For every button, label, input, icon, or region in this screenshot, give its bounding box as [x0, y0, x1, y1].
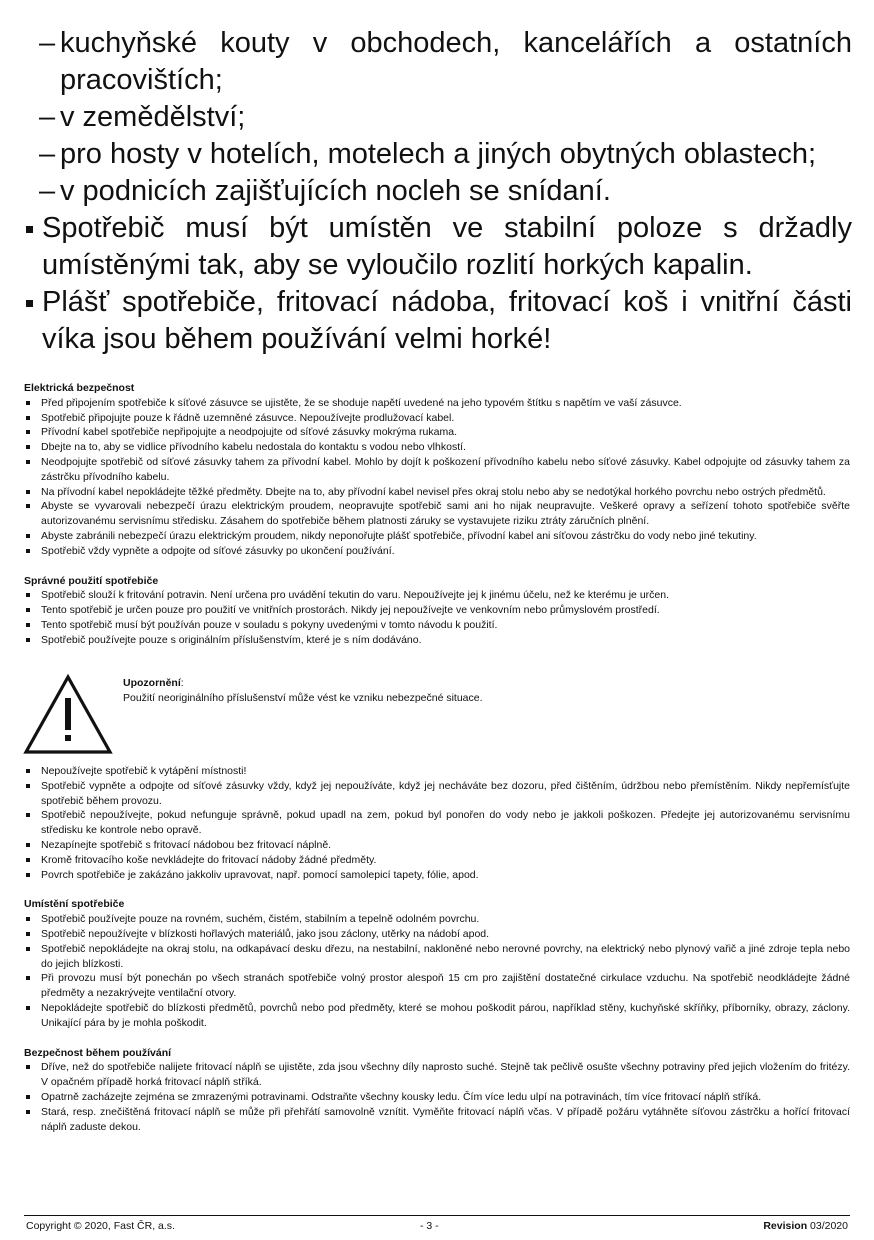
- copyright: Copyright © 2020, Fast ČR, a.s.: [26, 1220, 175, 1232]
- list-item: Spotřebič používejte pouze s originálním příslušenstvím, které je s ním dodáváno.: [24, 633, 850, 648]
- intro-dash-item: – kuchyňské kouty v obchodech, kancelářích a ostatních pracovištích;: [39, 27, 852, 96]
- bullet-icon: [26, 638, 30, 642]
- sections-upper: [24, 381, 850, 663]
- list-item: Abyste se vyvarovali nebezpečí úrazu elektrickým proudem, neopravujte spotřebič sami ani ho nijak neupravujte. Veškeré opravy a seřízení tohoto spotřebiče svěřte autorizovanému servisnímu středisku. Zásahem do spotřebiče během platnosti záruky se vystavujete riziku ztráty záručních plnění.: [24, 499, 850, 529]
- list-item: Spotřebič nepoužívejte, pokud nefunguje správně, pokud upadl na zem, pokud byl ponořen do vody nebo je jakkoli poškozen. Předejte jej autorizovanému servisnímu středisku ke kontrole nebo opravě.: [24, 808, 850, 838]
- bullet-icon: [26, 608, 30, 612]
- list-item: Spotřebič vypněte a odpojte od síťové zásuvky vždy, když jej nepoužíváte, když jej necháváte bez dozoru, před čištěním, údržbou nebo přemístěním. Nikdy nepřemísťujte spotřebič během provozu.: [24, 779, 850, 809]
- list-item: Neodpojujte spotřebič od síťové zásuvky tahem za přívodní kabel. Mohlo by dojít k poškození přívodního kabelu nebo síťové zásuvky. Kabel odpojujte od zásuvky tahem za zástrčku přívodního kabelu.: [24, 455, 850, 485]
- list-item: Před připojením spotřebiče k síťové zásuvce se ujistěte, že se shoduje napětí uvedené na jeho typovém štítku s napětím ve vaší zásuvce.: [24, 396, 850, 411]
- list-item: Spotřebič vždy vypněte a odpojte od síťové zásuvky po ukončení používání.: [24, 544, 850, 559]
- footer-divider: [24, 1215, 850, 1216]
- list-item: Nepokládejte spotřebič do blízkosti předmětů, povrchů nebo pod předměty, které se mohou poškodit párou, například stěny, kuchyňské skříňky, příborníky, obrazy, záclony. Unikající pára by je mohla poškodit.: [24, 1001, 850, 1031]
- warning-title: Upozornění: [123, 677, 181, 689]
- warning-block: [22, 672, 852, 760]
- section-proper-use: [24, 574, 850, 648]
- bullet-icon: [26, 1110, 30, 1114]
- bullet-icon: [26, 843, 30, 847]
- bullet-icon: [26, 917, 30, 921]
- list-item: Spotřebič slouží k fritování potravin. Není určena pro uvádění tekutin do varu. Nepoužívejte jej k jinému účelu, než ke kterému je určen.: [24, 588, 850, 603]
- footer: [24, 1219, 850, 1235]
- bullet-icon: [26, 504, 30, 508]
- list-item: Spotřebič nepokládejte na okraj stolu, na odkapávací desku dřezu, na nestabilní, nakloněné nebo nerovné povrchy, na elektrický nebo plynový vařič a jiné zdroje tepla nebo do jejich blízkosti.: [24, 942, 850, 972]
- bullet-icon: [26, 416, 30, 420]
- list-item: Povrch spotřebiče je zakázáno jakkoliv upravovat, např. pomocí samolepicí tapety, fólie, apod.: [24, 868, 850, 883]
- list-item: Spotřebič nepoužívejte v blízkosti hořlavých materiálů, jako jsou záclony, utěrky na nádobí apod.: [24, 927, 850, 942]
- bullet-icon: [26, 490, 30, 494]
- bullet-icon: [26, 932, 30, 936]
- warning-text-block: Upozornění: Použití neoriginálního příslušenství může vést ke vzniku nebezpečné situace.: [123, 677, 483, 704]
- bullet-icon: [26, 873, 30, 877]
- intro-block: [22, 25, 852, 358]
- list-item: Stará, resp. znečištěná fritovací náplň se může při přehřátí samovolně vznítit. Vyměňte fritovací náplň včas. V případě požáru vytáhněte síťovou zástrčku a hořící fritovací náplň zaduste dekou.: [24, 1105, 850, 1135]
- page-number: - 3 -: [420, 1220, 439, 1232]
- bullet-icon: [26, 769, 30, 773]
- list-item: Dříve, než do spotřebiče nalijete fritovací náplň se ujistěte, zda jsou všechny díly naprosto suché. Stejně tak pečlivě osušte všechny potraviny před jejich vložením do fritézy. V opačném případě horká fritovací náplň stříká.: [24, 1060, 850, 1090]
- bullet-icon: [26, 549, 30, 553]
- bullet-icon: [26, 813, 30, 817]
- bullet-icon: [26, 430, 30, 434]
- bullet-icon: [26, 1065, 30, 1069]
- list-item: Kromě fritovacího koše nevkládejte do fritovací nádoby žádné předměty.: [24, 853, 850, 868]
- section-electrical: [24, 381, 850, 559]
- list-item: Abyste zabránili nebezpečí úrazu elektrickým proudem, nikdy neponořujte plášť spotřebiče, přívodní kabel ani síťovou zástrčku do vody nebo jiné tekutiny.: [24, 529, 850, 544]
- list-item: Nepoužívejte spotřebič k vytápění místnosti!: [24, 764, 850, 779]
- bullet-icon: [26, 947, 30, 951]
- bullet-icon: [26, 784, 30, 788]
- warning-text: Použití neoriginálního příslušenství může vést ke vzniku nebezpečné situace.: [123, 691, 483, 704]
- list-item: Tento spotřebič je určen pouze pro použití ve vnitřních prostorách. Nikdy jej nepoužívejte ve venkovním nebo průmyslovém prostředí.: [24, 603, 850, 618]
- section-misc: [24, 764, 850, 882]
- list-item: Dbejte na to, aby se vidlice přívodního kabelu nedostala do kontaktu s vodou nebo vlhkostí.: [24, 440, 850, 455]
- bullet-icon: [26, 300, 33, 307]
- bullet-icon: [26, 623, 30, 627]
- bullet-icon: [26, 460, 30, 464]
- list-item: Přívodní kabel spotřebiče nepřipojujte a neodpojujte od síťové zásuvky mokrýma rukama.: [24, 425, 850, 440]
- intro-dash-item: – pro hosty v hotelích, motelech a jiných obytných oblastech;: [39, 138, 817, 170]
- section-title: Umístění spotřebiče: [24, 898, 125, 911]
- bullet-icon: [26, 226, 33, 233]
- list-item: Nezapínejte spotřebič s fritovací nádobou bez fritovací náplně.: [24, 838, 850, 853]
- section-placement: [24, 897, 850, 1030]
- list-item: Spotřebič připojujte pouze k řádně uzemněné zásuvce. Nepoužívejte prodlužovací kabel.: [24, 411, 850, 426]
- list-item: Tento spotřebič musí být používán pouze v souladu s pokyny uvedenými v tomto návodu k použití.: [24, 618, 850, 633]
- bullet-icon: [26, 534, 30, 538]
- bullet-icon: [26, 1006, 30, 1010]
- bullet-icon: [26, 858, 30, 862]
- section-title: Elektrická bezpečnost: [24, 382, 135, 394]
- section-during-use: [24, 1046, 850, 1135]
- section-title: Bezpečnost během používání: [24, 1046, 172, 1059]
- bullet-icon: [26, 445, 30, 449]
- bullet-icon: [26, 401, 30, 405]
- list-item: Na přívodní kabel nepokládejte těžké předměty. Dbejte na to, aby přívodní kabel nevisel přes okraj stolu nebo aby se nedotýkal horkého povrchu nebo ostrých předmětů.: [24, 485, 850, 500]
- intro-dash-item: – v podnicích zajišťujících nocleh se snídaní.: [39, 175, 611, 207]
- revision: Revision 03/2020: [763, 1220, 848, 1232]
- list-item: Opatrně zacházejte zejména se zmrazenými potravinami. Odstraňte všechny kousky ledu. Čím více ledu ulpí na potravinách, tím více fritovací náplň stříká.: [24, 1090, 850, 1105]
- bullet-icon: [26, 593, 30, 597]
- intro-bullet: Spotřebič musí být umístěn ve stabilní poloze s držadly umístěnými tak, aby se vyloučilo rozlití horkých kapalin.: [22, 210, 852, 284]
- bullet-icon: [26, 976, 30, 980]
- intro-dash-item: – v zemědělství;: [39, 101, 246, 133]
- bullet-icon: [26, 1095, 30, 1099]
- warning-triangle-icon: [22, 672, 114, 756]
- section-title: Správné použití spotřebiče: [24, 574, 159, 587]
- intro-bullet: Plášť spotřebiče, fritovací nádoba, fritovací koš i vnitřní části víka jsou během používání velmi horké!: [22, 284, 852, 358]
- sections-lower: [24, 764, 850, 1149]
- list-item: Spotřebič používejte pouze na rovném, suchém, čistém, stabilním a tepelně odolném povrchu.: [24, 912, 850, 927]
- list-item: Při provozu musí být ponechán po všech stranách spotřebiče volný prostor alespoň 15 cm pro zajištění dostatečné cirkulace vzduchu. Na spotřebič neodkládejte žádné předměty a nezakrývejte ventilační otvory.: [24, 971, 850, 1001]
